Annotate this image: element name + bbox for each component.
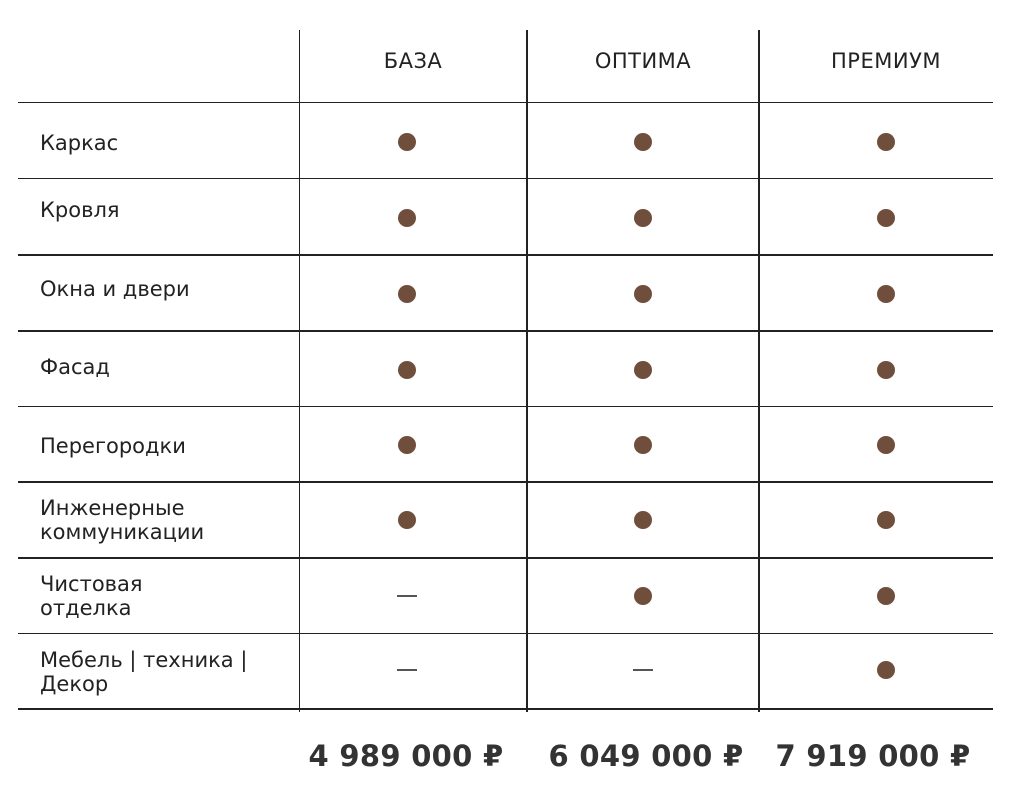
included-dot-icon [877,209,895,227]
included-dot-icon [634,436,652,454]
row-label-karkas: Каркас [40,131,119,155]
included-dot-icon [877,133,895,151]
row-label-fasad: Фасад [40,355,110,379]
included-dot-icon [877,587,895,605]
row-label-mebel: Мебель | техника | Декор [40,648,248,696]
price-premium: 7 919 000 ₽ [775,739,971,773]
row-divider [18,708,993,710]
included-dot-icon [634,285,652,303]
row-divider [18,557,993,559]
included-dot-icon [398,285,416,303]
included-dot-icon [877,511,895,529]
row-label-okna-dveri: Окна и двери [40,277,190,301]
row-divider [18,481,993,483]
included-dot-icon [634,209,652,227]
row-divider [18,633,993,634]
included-dot-icon [877,361,895,379]
row-divider [18,330,993,332]
row-label-krovlya: Кровля [40,198,120,222]
included-dot-icon [877,661,895,679]
included-dot-icon [877,285,895,303]
included-dot-icon [634,361,652,379]
column-divider [758,30,760,712]
included-dot-icon [398,436,416,454]
row-divider [18,178,993,179]
column-header-premium: ПРЕМИУМ [831,49,941,73]
row-divider [18,102,993,103]
included-dot-icon [634,133,652,151]
row-label-inzhenernye: Инженерные коммуникации [40,496,205,544]
column-divider [526,30,528,712]
column-header-baza: БАЗА [383,49,443,73]
row-divider [18,406,993,407]
column-divider [299,30,300,712]
not-included-dash-icon [397,669,417,671]
included-dot-icon [877,436,895,454]
not-included-dash-icon [633,669,653,671]
price-optima: 6 049 000 ₽ [548,739,744,773]
column-header-optima: ОПТИМА [594,49,692,73]
included-dot-icon [398,511,416,529]
included-dot-icon [634,587,652,605]
row-label-peregorodki: Перегородки [40,434,186,458]
included-dot-icon [398,361,416,379]
included-dot-icon [634,511,652,529]
included-dot-icon [398,209,416,227]
not-included-dash-icon [397,595,417,597]
row-label-chistovaya: Чистовая отделка [40,572,143,620]
price-baza: 4 989 000 ₽ [308,739,504,773]
row-divider [18,254,993,256]
included-dot-icon [398,133,416,151]
